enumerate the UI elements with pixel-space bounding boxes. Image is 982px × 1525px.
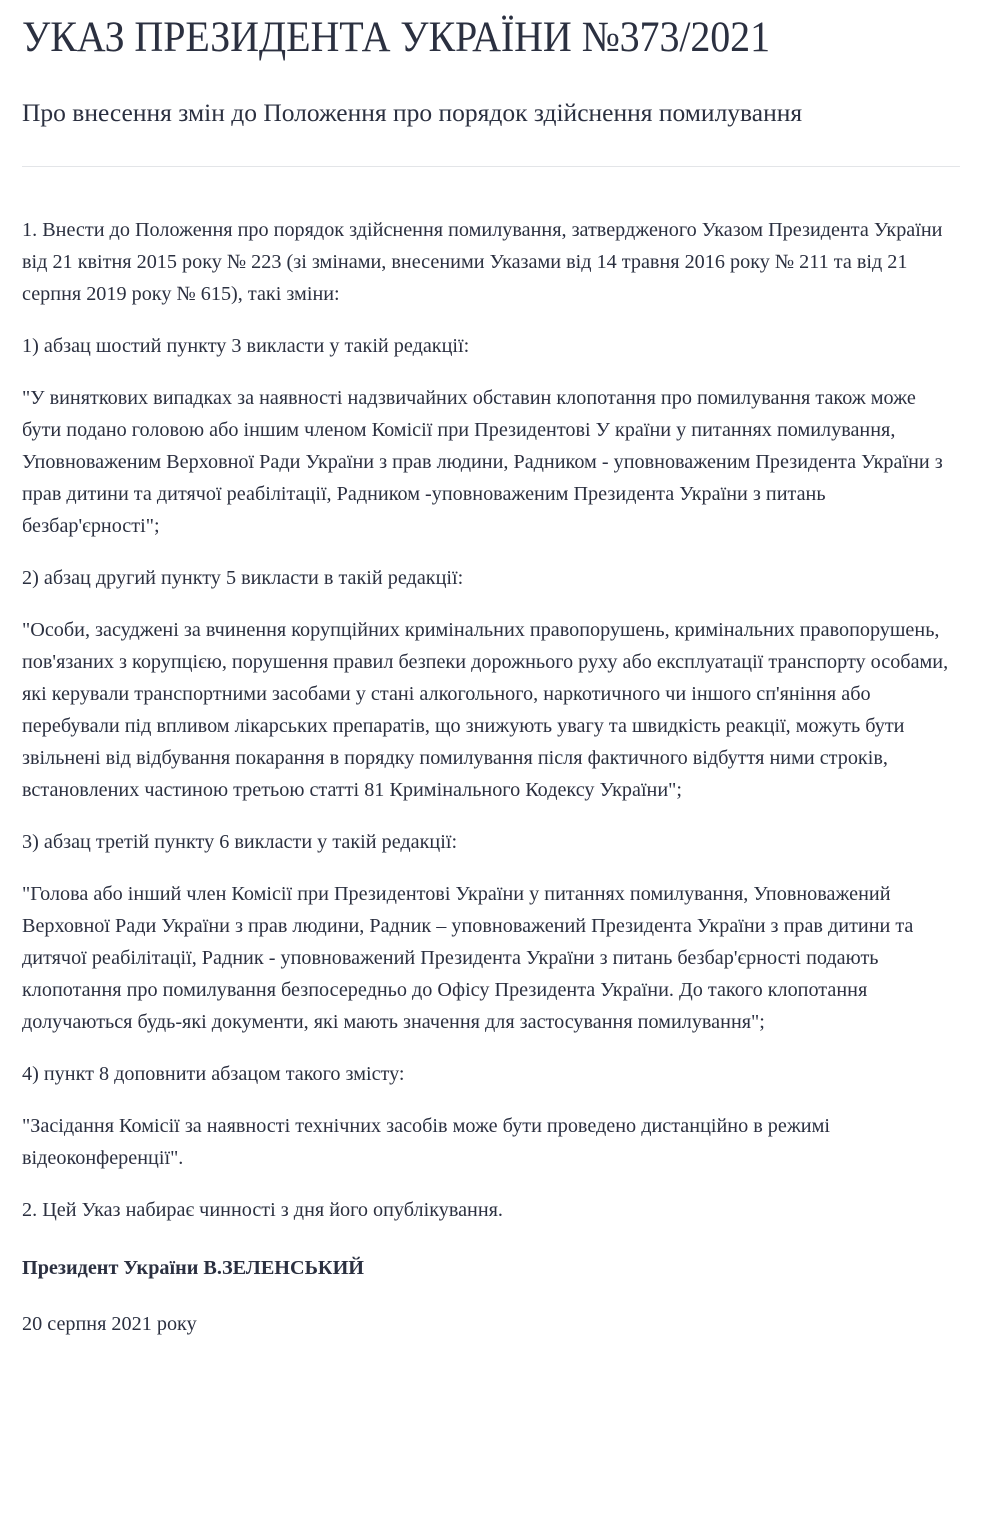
signature-line: Президент України В.ЗЕЛЕНСЬКИЙ	[22, 1257, 364, 1280]
body-paragraph-2: 1) абзац шостий пункту 3 викласти у такій редакції:	[22, 335, 470, 358]
body-paragraph-3: "У виняткових випадках за наявності надзвичайних обставин клопотання про помилування також може бути подано головою або іншим членом Комісії при Президентові У країни у питаннях помилування, Уповноваженим Верховної Ради України з прав людини, Радником - уповноваженим Президента України з прав дитини та дитячої реабілітації, Радником -уповноваженим Президента України з питань безбар'єрності";	[22, 387, 943, 538]
body-paragraph-6: 3) абзац третій пункту 6 викласти у такій редакції:	[22, 831, 458, 854]
page-title: УКАЗ ПРЕЗИДЕНТА УКРАЇНИ №373/2021	[22, 14, 770, 61]
body-paragraph-8: 4) пункт 8 доповнити абзацом такого змісту:	[22, 1063, 405, 1086]
body-paragraph-10: 2. Цей Указ набирає чинності з дня його опублікування.	[22, 1199, 503, 1222]
document-subtitle: Про внесення змін до Положення про порядок здійснення помилування	[22, 98, 803, 128]
document-date: 20 серпня 2021 року	[22, 1313, 197, 1336]
document-body	[22, 167, 950, 1380]
body-paragraph-4: 2) абзац другий пункту 5 викласти в такій редакції:	[22, 567, 464, 590]
body-paragraph-1: 1. Внести до Положення про порядок здійснення помилування, затвердженого Указом Президента України від 21 квітня 2015 року № 223 (зі змінами, внесеними Указами від 14 травня 2016 року № 211 та від 21 серпня 2019 року № 615), такі зміни:	[22, 219, 943, 306]
body-paragraph-7: "Голова або інший член Комісії при Президентові України у питаннях помилування, Уповноважений Верховної Ради України з прав людини, Радник – уповноважений Президента України з прав дитини та дитячої реабілітації, Радник - уповноважений Президента України з питань безбар'єрності подають клопотання про помилування безпосередньо до Офісу Президента України. До такого клопотання долучаються будь-які документи, які мають значення для застосування помилування";	[22, 883, 914, 1034]
body-paragraph-5: "Особи, засуджені за вчинення корупційних кримінальних правопорушень, кримінальних правопорушень, пов'язаних з корупцією, порушення правил безпеки дорожнього руху або експлуатації транспорту особами, які керували транспортними засобами у стані алкогольного, наркотичного чи іншого сп'яніння або перебували під впливом лікарських препаратів, що знижують увагу та швидкість реакції, можуть бути звільнені від відбування покарання в порядку помилування після фактичного відбуття ними строків, встановлених частиною третьою статті 81 Кримінального Кодексу України";	[22, 619, 949, 802]
body-paragraph-9: "Засідання Комісії за наявності технічних засобів може бути проведено дистанційно в режимі відеоконференції".	[22, 1115, 830, 1170]
